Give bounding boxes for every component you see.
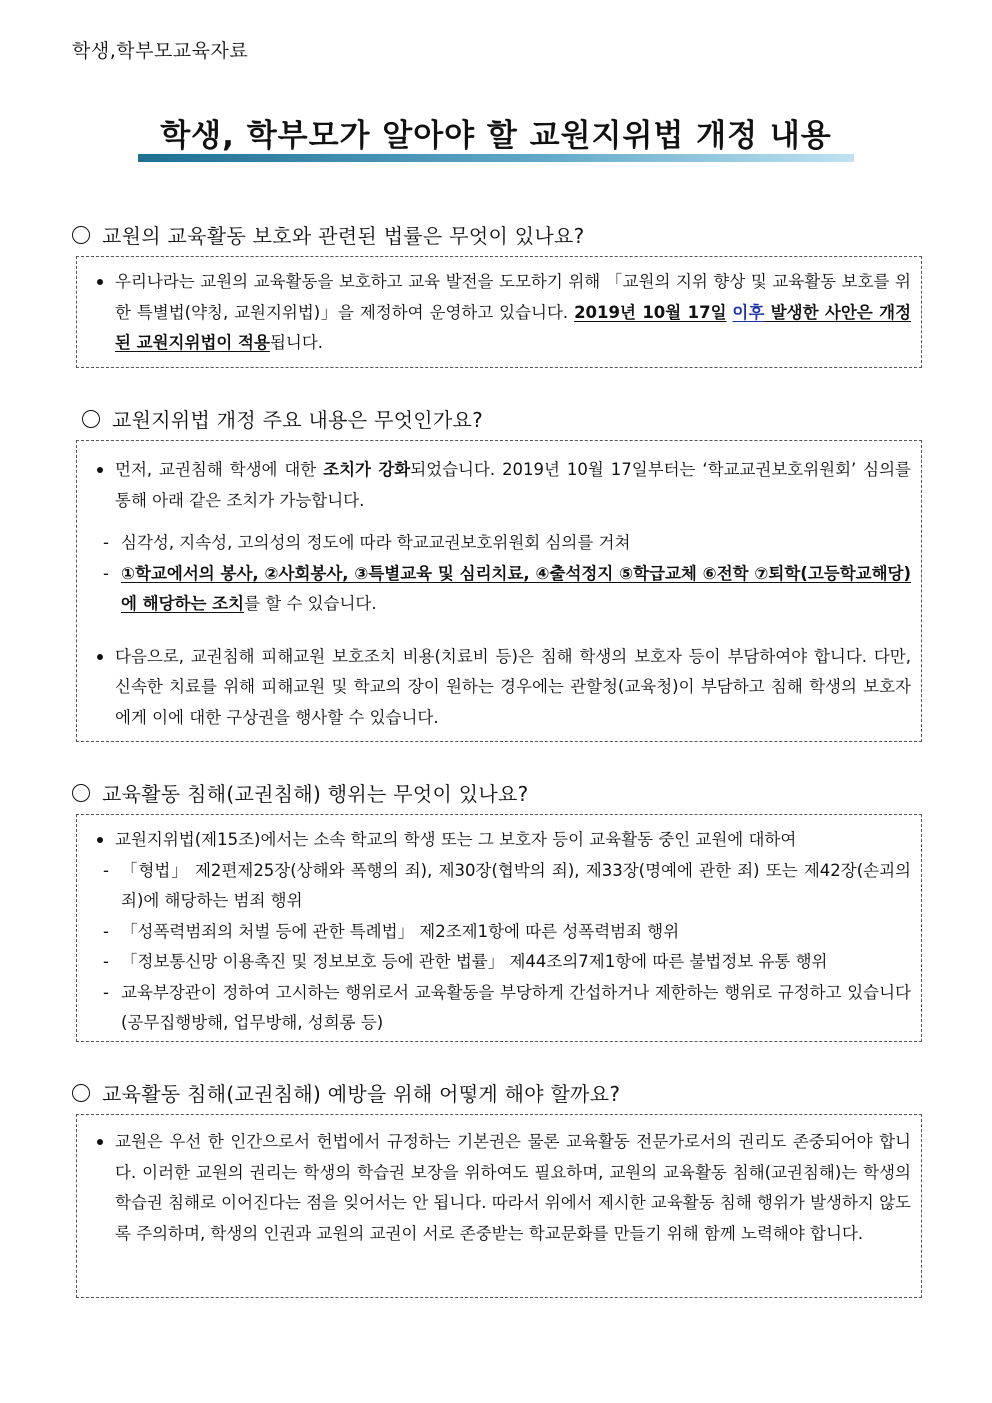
title-underline-bar xyxy=(138,154,854,162)
answer-box-4 xyxy=(76,1114,922,1298)
bullet-paragraph xyxy=(87,267,911,359)
circle-bullet-icon xyxy=(72,226,90,244)
circle-bullet-icon xyxy=(82,410,100,428)
question-heading-2 xyxy=(82,404,483,433)
dash-text: 심각성, 지속성, 고의성의 정도에 따라 학교교권보호위원회 심의를 거쳐 xyxy=(121,533,631,552)
dash-item xyxy=(87,947,911,978)
document-label: 학생,학부모교육자료 xyxy=(72,40,249,62)
bullet-paragraph xyxy=(87,455,911,516)
dash-text: 교육부장관이 정하여 고시하는 행위로서 교육활동을 부당하게 간섭하거나 제한하는 행위로 규정하고 있습니다(공무집행방해, 업무방해, 성희롱 등) xyxy=(121,982,911,1032)
circle-bullet-icon xyxy=(72,1084,90,1102)
emphasis-text: 발생한 사안은 개정된 교원지위법이 적용 xyxy=(115,302,912,352)
question-heading-4 xyxy=(72,1078,620,1107)
question-text: 교육활동 침해(교권침해) 행위는 무엇이 있나요? xyxy=(102,782,529,806)
paragraph-text-end: 됩니다. xyxy=(269,333,324,352)
question-text: 교원의 교육활동 보호와 관련된 법률은 무엇이 있나요? xyxy=(102,224,585,248)
dash-mark: - xyxy=(103,982,109,1002)
emphasis-date: 2019년 10월 17일 xyxy=(574,302,727,322)
question-text: 교육활동 침해(교권침해) 예방을 위해 어떻게 해야 할까요? xyxy=(102,1082,621,1106)
bullet-paragraph: 교원지위법(제15조)에서는 소속 학교의 학생 또는 그 보호자 등이 교육활동 중인 교원에 대하여 xyxy=(87,825,911,856)
paragraph-text: 되었습니다. 2019년 10월 17일부터는 ‘학교교권보호위원회’ 심의를 통해 아래 같은 조치가 가능합니다. xyxy=(115,460,911,510)
dash-item xyxy=(87,856,911,917)
dash-mark: - xyxy=(103,860,109,880)
dash-item xyxy=(87,917,911,948)
dash-mark: - xyxy=(103,563,109,583)
page-title: 학생, 학부모가 알아야 할 교원지위법 개정 내용 xyxy=(160,118,832,154)
question-heading-1 xyxy=(72,220,585,249)
dash-text: 를 할 수 있습니다. xyxy=(244,594,377,613)
dash-text: 「형법」 제2편제25장(상해와 폭행의 죄), 제30장(협박의 죄), 제33장(명예에 관한 죄) 또는 제42장(손괴의 죄)에 해당하는 범죄 행위 xyxy=(121,860,911,910)
emphasis-text: 조치가 강화 xyxy=(323,460,411,479)
dash-item xyxy=(87,559,911,620)
emphasis-after: 이후 xyxy=(732,302,765,322)
question-heading-3 xyxy=(72,778,529,807)
answer-box-3 xyxy=(76,814,922,1042)
bullet-paragraph: 교원은 우선 한 인간으로서 헌법에서 규정하는 기본권은 물론 교육활동 전문가로서의 권리도 존중되어야 합니다. 이러한 교원의 권리는 학생의 학습권 보장을 위하여도 필요하며, 교원의 교육활동 침해(교권침해)는 학생의 학습권 침해로 이어진다는 점을 잊어서는 안 됩니다. 따라서 위에서 제시한 교육활동 침해 행위가 발생하지 않도록 주의하며, 학생의 인권과 교원의 교권이 서로 존중받는 학교문화를 만들기 위해 함께 노력해야 합니다. xyxy=(87,1127,911,1249)
dash-mark: - xyxy=(103,952,109,971)
answer-box-2 xyxy=(76,440,922,742)
dash-item xyxy=(87,528,911,559)
paragraph-text: 우리나라는 교원의 교육활동을 보호하고 교육 발전을 도모하기 위해 「교원의 지위 향상 및 교육활동 보호를 위한 특별법(약칭, 교원지위법)」을 제정하여 운영하고 있습니다. xyxy=(115,272,911,322)
circle-bullet-icon xyxy=(72,784,90,802)
bullet-paragraph: 다음으로, 교권침해 피해교원 보호조치 비용(치료비 등)은 침해 학생의 보호자 등이 부담하여야 합니다. 다만, 신속한 치료를 위해 피해교원 및 학교의 장이 원하는 경우에는 관할청(교육청)이 부담하고 침해 학생의 보호자에게 이에 대한 구상권을 행사할 수 있습니다. xyxy=(87,642,911,734)
dash-text: 「정보통신망 이용촉진 및 정보보호 등에 관한 법률」 제44조의7제1항에 따른 불법정보 유통 행위 xyxy=(121,952,828,971)
dash-mark: - xyxy=(103,533,109,552)
emphasis-text: ①학교에서의 봉사, ②사회봉사, ③특별교육 및 심리치료, ④출석정지 ⑤학급교체 ⑥전학 ⑦퇴학(고등학교해당)에 해당하는 조치 xyxy=(121,563,911,613)
dash-text: 「성폭력범죄의 처벌 등에 관한 특례법」 제2조제1항에 따른 성폭력범죄 행위 xyxy=(121,921,680,941)
dash-mark: - xyxy=(103,921,109,941)
dash-item xyxy=(87,978,911,1039)
answer-box-1 xyxy=(76,256,922,368)
paragraph-text: 먼저, 교권침해 학생에 대한 xyxy=(115,460,324,479)
question-text: 교원지위법 개정 주요 내용은 무엇인가요? xyxy=(112,408,484,432)
